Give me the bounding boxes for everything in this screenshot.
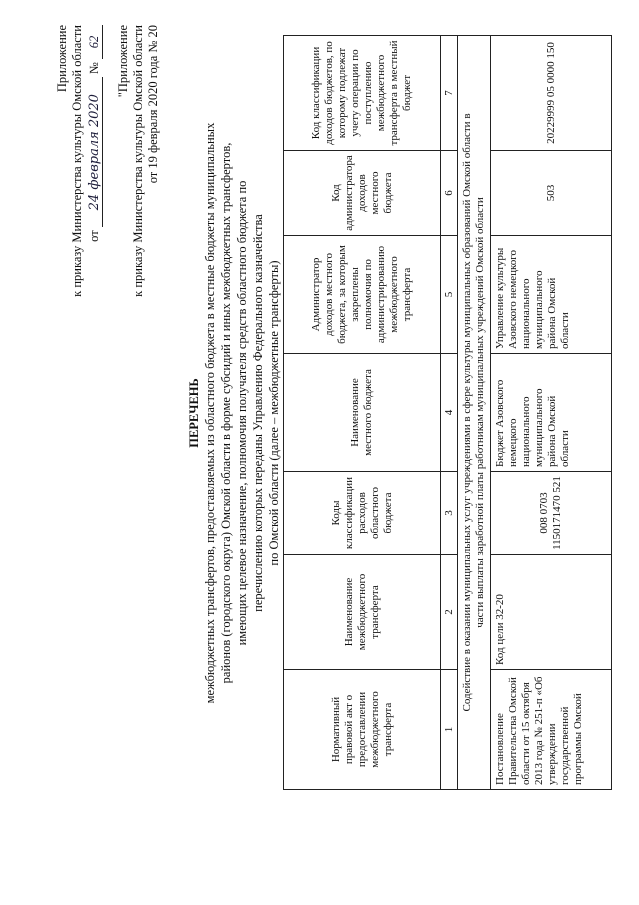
header-cell: Нормативный правовой акт о предоставлении межбюджетного трансферта xyxy=(284,670,441,790)
section-line-2: части выплаты заработной платы работникам муниципальных учреждений Омской области xyxy=(474,197,486,628)
section-line-1: Содействие в оказании муниципальных услуг учреждениями в сфере культуры муниципальных образований Омской области в xyxy=(461,113,473,712)
heading-line-3: имеющих целевое назначение, полномочия получателя средств областного бюджета по xyxy=(235,180,249,646)
column-number: 2 xyxy=(441,555,458,670)
cell-administrator-code: 503 xyxy=(491,151,612,236)
cell-legal-act: Постановление Правительства Омской области от 15 октября 2013 года № 251-п «Об утверждении государственной программы Омской xyxy=(491,670,612,790)
section-row xyxy=(458,36,491,790)
document-title: ПЕРЕЧЕНЬ xyxy=(187,378,201,448)
column-number: 6 xyxy=(441,151,458,236)
cell-expense-codes: 008 0703 1150171470 521 xyxy=(491,472,612,555)
cell-local-budget: Бюджет Азовского немецкого национального муниципального района Омской области xyxy=(491,354,612,472)
column-number: 7 xyxy=(441,36,458,151)
appendix-title: Приложение xyxy=(55,25,69,93)
header-cell: Администратор доходов местного бюджета, за которым закреплены полномочия по администрированию межбюджетного трансферта xyxy=(284,236,441,354)
handwritten-date: 24 февраля 2020 xyxy=(87,77,103,227)
header-cell: Наименование межбюджетного трансферта xyxy=(284,555,441,670)
column-number: 4 xyxy=(441,354,458,472)
header-cell: Код классификации доходов бюджетов, по которому подлежат учету операции по поступлению межбюджетного трансферта в местный бюджет xyxy=(284,36,441,151)
prev-appendix-order-line: к приказу Министерства культуры Омской области xyxy=(131,25,145,297)
heading-line-5: по Омской области (далее – межбюджетные трансферты) xyxy=(267,260,281,566)
prev-appendix-title: "Приложение xyxy=(116,25,130,98)
transfers-table xyxy=(283,35,612,790)
cell-income-administrator: Управление культуры Азовского немецкого национального муниципального района Омской области xyxy=(491,236,612,354)
date-prefix: от xyxy=(87,230,101,242)
header-cell: Наименование местного бюджета xyxy=(284,354,441,472)
heading-line-2: районов (городского округа) Омской области в форме субсидий и иных межбюджетных трансфертов, xyxy=(219,142,233,684)
column-number: 1 xyxy=(441,670,458,790)
appendix-date-line xyxy=(87,25,103,305)
header-cell: Код администратора доходов местного бюджета xyxy=(284,151,441,236)
header-cell: Коды классификации расходов областного бюджета xyxy=(284,472,441,555)
column-number-row xyxy=(441,36,458,790)
handwritten-number: 62 xyxy=(87,25,103,59)
column-number: 5 xyxy=(441,236,458,354)
table-header-row xyxy=(284,36,441,790)
column-number: 3 xyxy=(441,472,458,555)
heading-line-4: перечислению которых переданы Управлению Федерального казначейства xyxy=(251,214,265,612)
prev-appendix-date-line: от 19 февраля 2020 года № 20 xyxy=(146,25,160,184)
table-row xyxy=(491,36,612,790)
number-prefix: № xyxy=(87,62,101,75)
cell-income-classification-code: 20229999 05 0000 150 xyxy=(491,36,612,151)
section-cell xyxy=(458,36,491,790)
heading-line-1: межбюджетных трансфертов, предоставляемых из областного бюджета в местные бюджеты муниципальных xyxy=(203,122,217,704)
cell-transfer-name: Код цели 32-20 xyxy=(491,555,612,670)
appendix-order-line: к приказу Министерства культуры Омской области xyxy=(70,25,84,297)
